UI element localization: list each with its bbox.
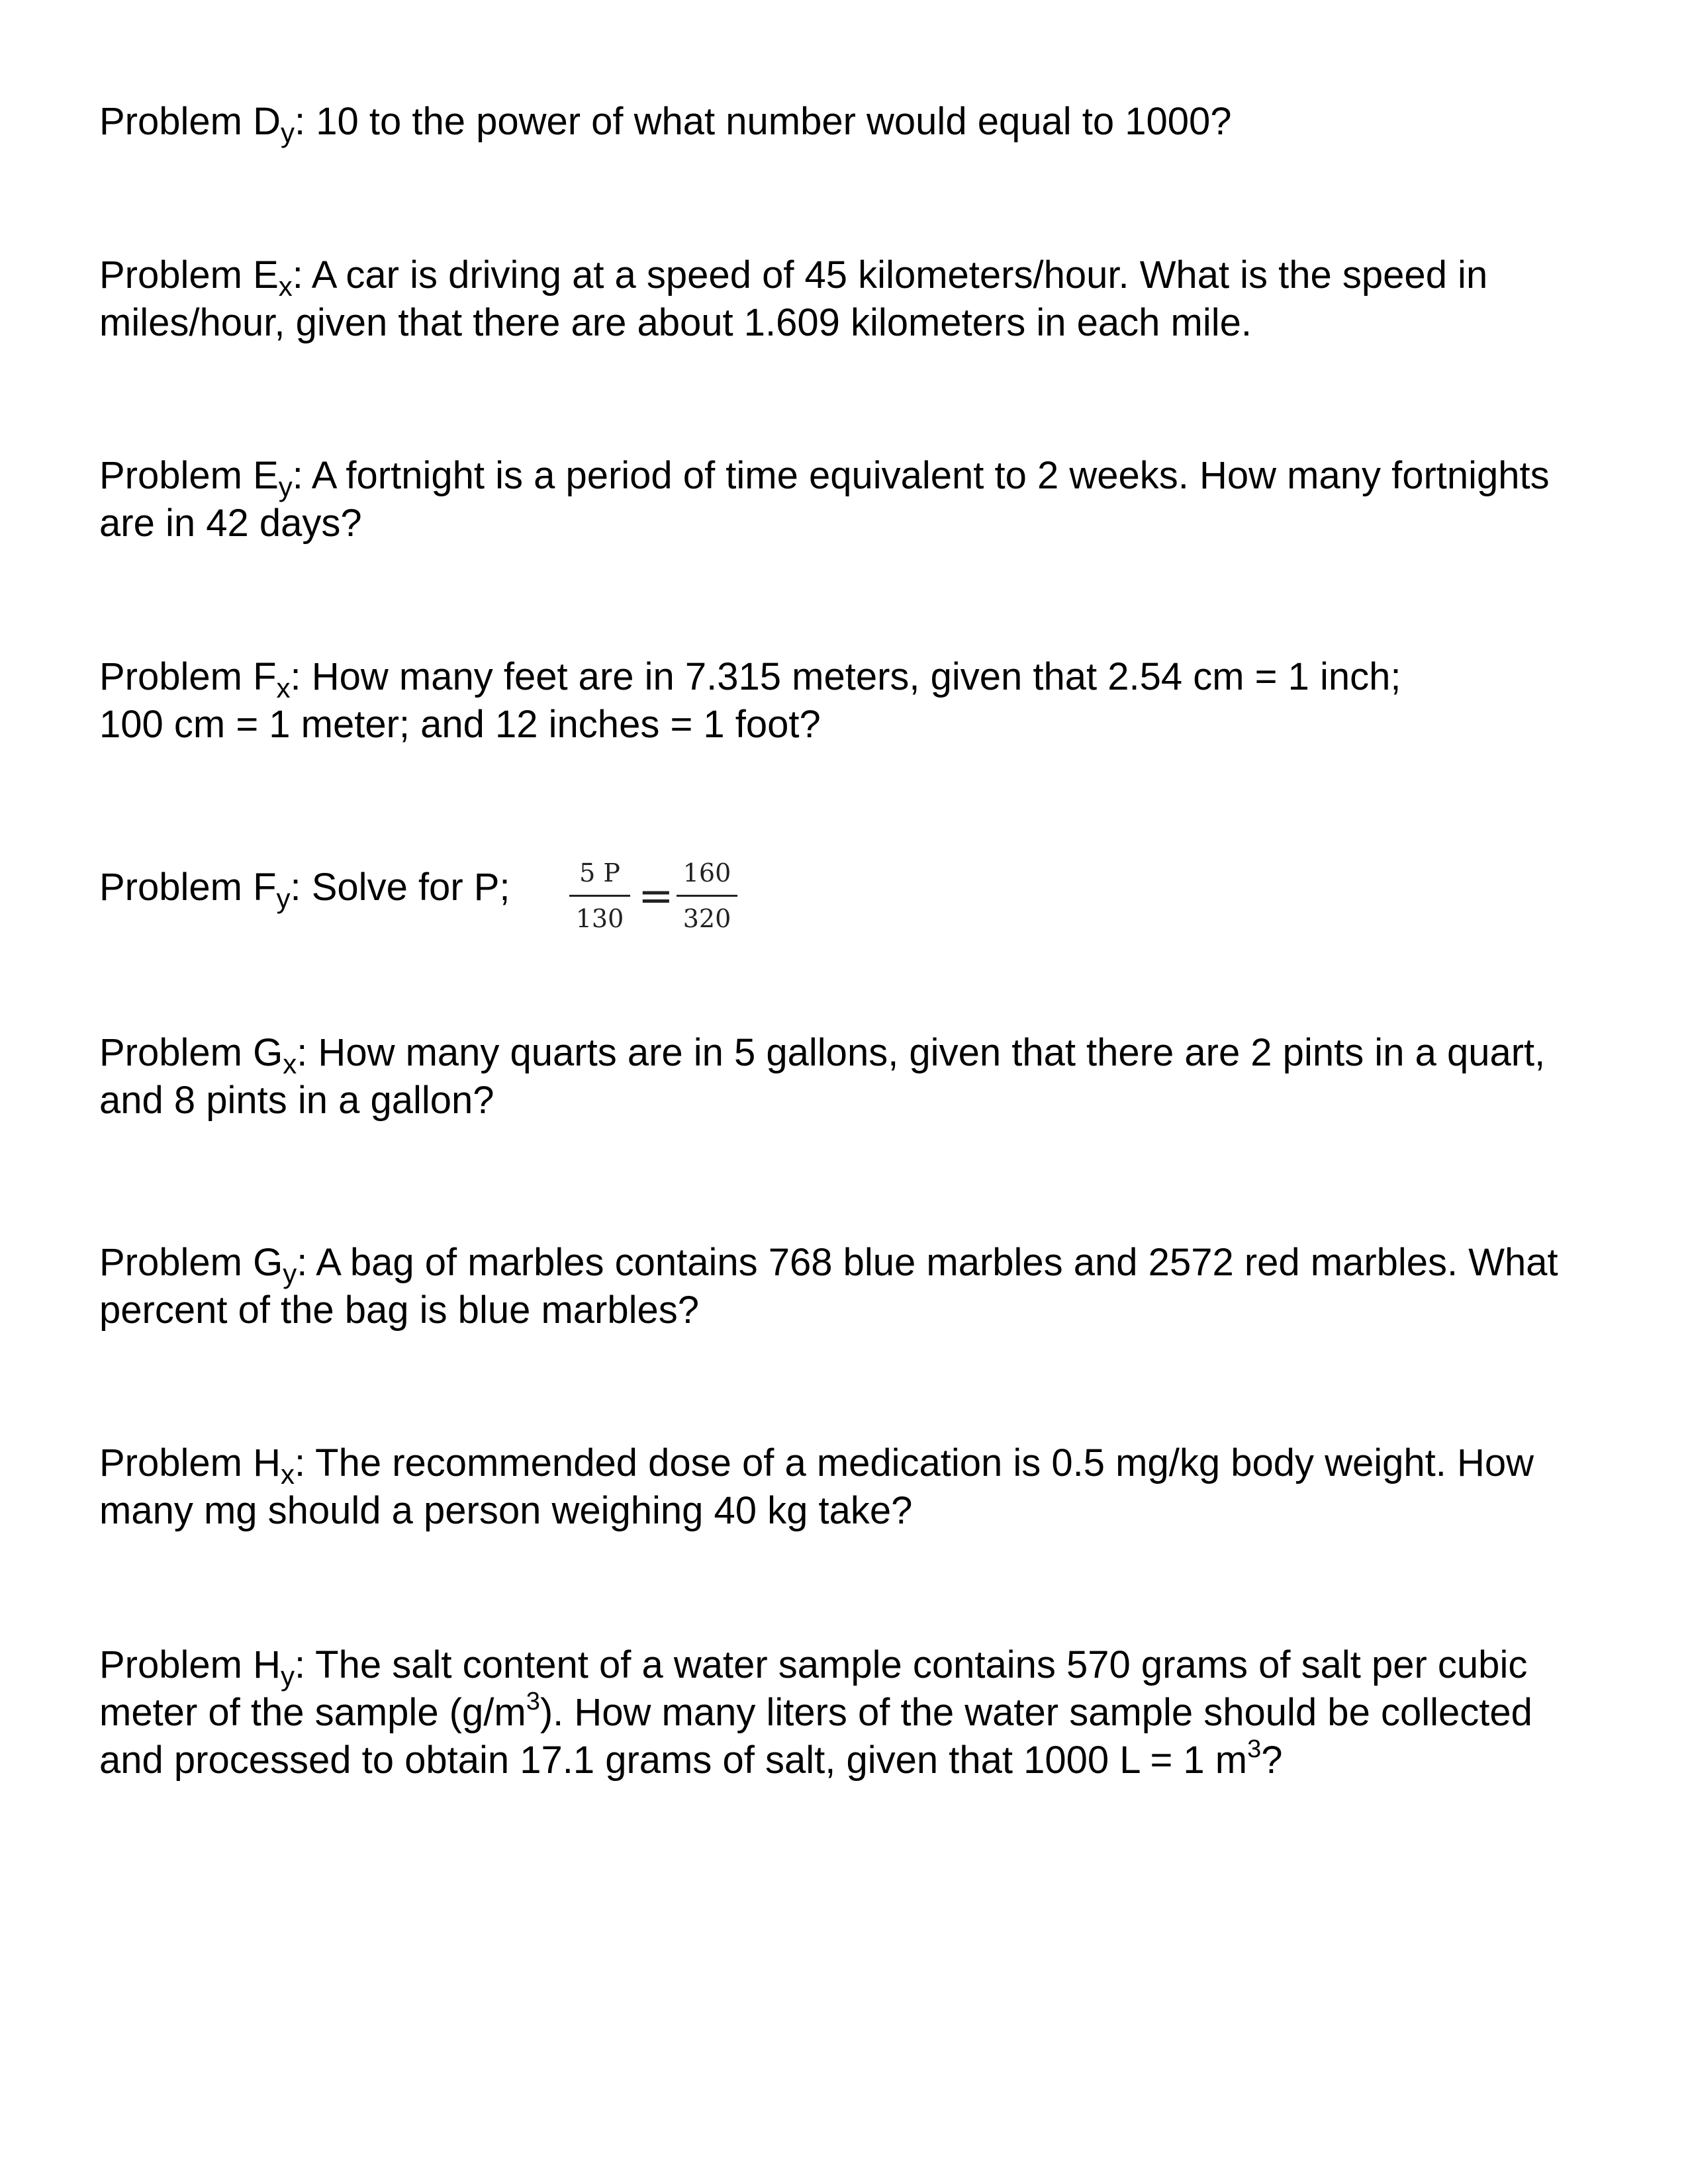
problem-fx	[99, 653, 1595, 749]
fraction-bar	[569, 895, 630, 897]
problem-label: Problem $H_x$	[99, 1441, 295, 1490]
problem-text: : How many quarts are in 5 gallons, given that there are 2 pints in a quart,	[297, 1031, 1546, 1074]
problem-text-line2: miles/hour, given that there are about 1.609 kilometers in each mile.	[99, 301, 1252, 344]
problem-hy	[99, 1641, 1595, 1784]
right-denominator: 320	[682, 904, 731, 933]
problem-hx	[99, 1439, 1595, 1535]
problem-label: Problem $G_x$	[99, 1031, 297, 1079]
problem-fy	[99, 864, 1595, 914]
problem-ex	[99, 251, 1595, 347]
problem-label: Problem $E_x$	[99, 253, 293, 302]
problem-text-line2: and 8 pints in a gallon?	[99, 1079, 494, 1122]
problem-gx	[99, 1029, 1595, 1124]
left-denominator: 130	[575, 904, 624, 933]
problem-text-line2: are in 42 days?	[99, 502, 362, 545]
problem-text: : How many feet are in 7.315 meters, given that 2.54 cm = 1 inch;	[290, 655, 1401, 698]
problem-text: : The salt content of a water sample contains 570 grams of salt per cubic	[294, 1643, 1528, 1686]
fraction-bar	[677, 895, 737, 897]
left-numerator: 5 P	[579, 858, 620, 887]
problem-text: : Solve for P;	[290, 866, 510, 909]
problem-text-line2: many mg should a person weighing 40 kg take?	[99, 1489, 913, 1532]
problem-label: Problem $F_y$	[99, 866, 291, 914]
problem-text-line2: meter of the sample $(g/m^3)$. How many liters of the water sample should be collected	[99, 1687, 1532, 1734]
problem-text: : 10 to the power of what number would equal to 1000?	[294, 100, 1232, 143]
problem-text: : A bag of marbles contains 768 blue marbles and 2572 red marbles. What	[297, 1241, 1558, 1284]
problem-label: Problem $E_y$	[99, 454, 293, 502]
problem-text: : A fortnight is a period of time equivalent to 2 weeks. How many fortnights	[292, 454, 1550, 497]
problem-label: Problem $G_y$	[99, 1241, 297, 1289]
problem-dy	[99, 98, 1595, 146]
problem-text-line2: 100 cm = 1 meter; and 12 inches = 1 foot?	[99, 703, 821, 746]
problem-text: : A car is driving at a speed of 45 kilometers/hour. What is the speed in	[292, 253, 1488, 296]
problem-text-line3: and processed to obtain 17.1 grams of salt, given that 1000 L = 1 $m^3$?	[99, 1735, 1283, 1782]
equals-sign: =	[638, 872, 674, 921]
left-fraction	[569, 854, 630, 938]
problem-label: Problem $D_y$	[99, 100, 295, 148]
problem-ey	[99, 452, 1595, 547]
problem-text-line2: percent of the bag is blue marbles?	[99, 1289, 699, 1332]
problem-gy	[99, 1239, 1595, 1334]
problem-text: : The recommended dose of a medication is 0.5 mg/kg body weight. How	[294, 1441, 1534, 1484]
right-numerator: 160	[682, 858, 731, 887]
problem-label: Problem $F_x$	[99, 655, 291, 704]
proportion-equation	[569, 854, 741, 940]
right-fraction	[677, 854, 737, 938]
problem-label: Problem $H_y$	[99, 1643, 295, 1692]
